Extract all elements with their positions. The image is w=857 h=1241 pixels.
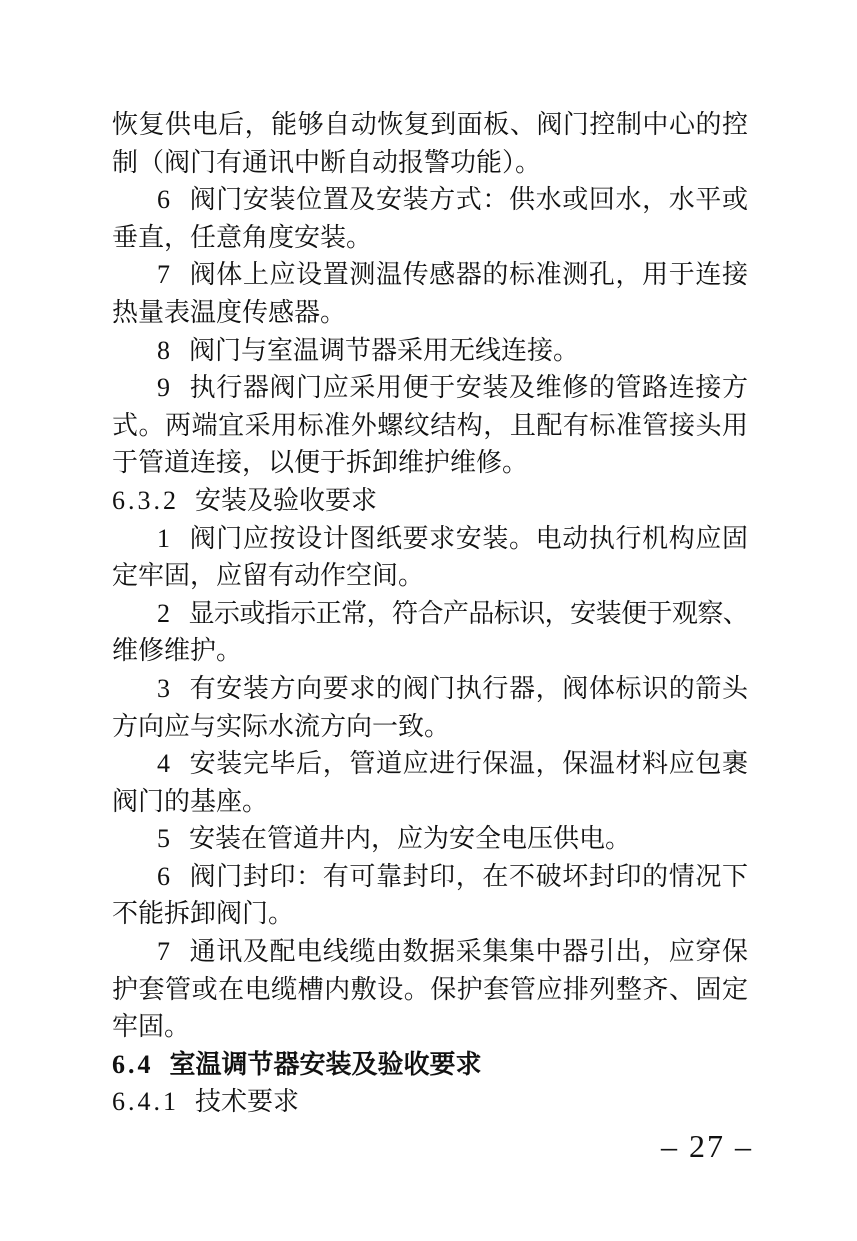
paragraph	[112, 106, 748, 181]
item-number: 7	[157, 260, 170, 290]
text-line	[112, 294, 748, 332]
line-text: 显示或指示正常，符合产品标识，安装便于观察、	[188, 598, 748, 628]
numbered-item	[112, 595, 748, 670]
line-text: 安装完毕后，管道应进行保温，保温材料应包裹	[189, 749, 748, 779]
document-content	[112, 106, 748, 1121]
line-text: 热量表温度传感器。	[112, 297, 347, 327]
numbered-item	[112, 745, 748, 820]
text-line	[112, 1083, 748, 1121]
heading-number: 6.4	[112, 1049, 154, 1079]
text-line	[112, 482, 748, 520]
line-text: 牢固。	[112, 1012, 191, 1042]
line-text: 制（阀门有通讯中断自动报警功能）。	[112, 147, 542, 177]
item-number: 2	[157, 598, 170, 628]
line-text: 式。两端宜采用标准外螺纹结构，且配有标准管接头用	[112, 410, 748, 440]
line-text: 于管道连接，以便于拆卸维护维修。	[112, 448, 529, 478]
numbered-item	[112, 520, 748, 595]
item-number: 3	[157, 673, 170, 703]
text-line	[112, 708, 748, 746]
item-number: 6	[157, 185, 170, 215]
text-line	[112, 369, 748, 407]
numbered-item	[112, 858, 748, 933]
text-line	[112, 181, 748, 219]
numbered-item	[112, 181, 748, 256]
text-line	[112, 895, 748, 933]
line-text: 阀门安装位置及安装方式：供水或回水，水平或	[189, 185, 748, 215]
text-line	[112, 1008, 748, 1046]
numbered-item	[112, 369, 748, 482]
line-text: 技术要求	[195, 1087, 300, 1117]
text-line	[112, 971, 748, 1009]
text-line	[112, 783, 748, 821]
item-number: 1	[157, 523, 170, 553]
numbered-item	[112, 670, 748, 745]
item-number: 6	[157, 861, 170, 891]
section-heading	[112, 482, 748, 520]
text-line	[112, 595, 748, 633]
line-text: 阀门封印：有可靠封印，在不破坏封印的情况下	[189, 861, 748, 891]
line-text: 阀体上应设置测温传感器的标准测孔，用于连接	[189, 260, 748, 290]
text-line	[112, 106, 748, 144]
text-line	[112, 407, 748, 445]
text-line	[112, 820, 748, 858]
item-number: 7	[157, 937, 170, 967]
heading-number: 6.3.2	[112, 485, 179, 515]
line-text: 阀门与室温调节器采用无线连接。	[189, 335, 580, 365]
numbered-item	[112, 332, 748, 370]
text-line	[112, 933, 748, 971]
text-line	[112, 144, 748, 182]
line-text: 通讯及配电线缆由数据采集集中器引出，应穿保	[189, 937, 748, 967]
line-text: 执行器阀门应采用便于安装及维修的管路连接方	[189, 373, 748, 403]
line-text: 维修维护。	[112, 636, 243, 666]
line-text: 方向应与实际水流方向一致。	[112, 711, 451, 741]
line-text: 安装及验收要求	[195, 485, 378, 515]
text-line	[112, 632, 748, 670]
line-text: 阀门的基座。	[112, 786, 269, 816]
text-line	[112, 256, 748, 294]
numbered-item	[112, 256, 748, 331]
heading-number: 6.4.1	[112, 1087, 179, 1117]
numbered-item	[112, 933, 748, 1046]
text-line	[112, 1046, 748, 1084]
line-text: 安装在管道井内，应为安全电压供电。	[189, 824, 632, 854]
item-number: 9	[157, 373, 170, 403]
text-line	[112, 520, 748, 558]
text-line	[112, 745, 748, 783]
line-text: 不能拆卸阀门。	[112, 899, 295, 929]
text-line	[112, 670, 748, 708]
line-text: 有安装方向要求的阀门执行器，阀体标识的箭头	[189, 673, 748, 703]
item-number: 8	[157, 335, 170, 365]
line-text: 垂直，任意角度安装。	[112, 222, 373, 252]
numbered-item	[112, 820, 748, 858]
line-text: 定牢固，应留有动作空间。	[112, 561, 425, 591]
line-text: 护套管或在电缆槽内敷设。保护套管应排列整齐、固定	[112, 974, 748, 1004]
line-text: 阀门应按设计图纸要求安装。电动执行机构应固	[189, 523, 748, 553]
section-heading	[112, 1083, 748, 1121]
text-line	[112, 219, 748, 257]
item-number: 5	[157, 824, 170, 854]
page-number: – 27 –	[661, 1128, 753, 1164]
line-text: 恢复供电后，能够自动恢复到面板、阀门控制中心的控	[112, 110, 748, 139]
text-line	[112, 557, 748, 595]
line-text: 室温调节器安装及验收要求	[169, 1049, 482, 1079]
section-heading	[112, 1046, 748, 1084]
text-line	[112, 332, 748, 370]
text-line	[112, 444, 748, 482]
text-line	[112, 858, 748, 896]
item-number: 4	[157, 749, 170, 779]
